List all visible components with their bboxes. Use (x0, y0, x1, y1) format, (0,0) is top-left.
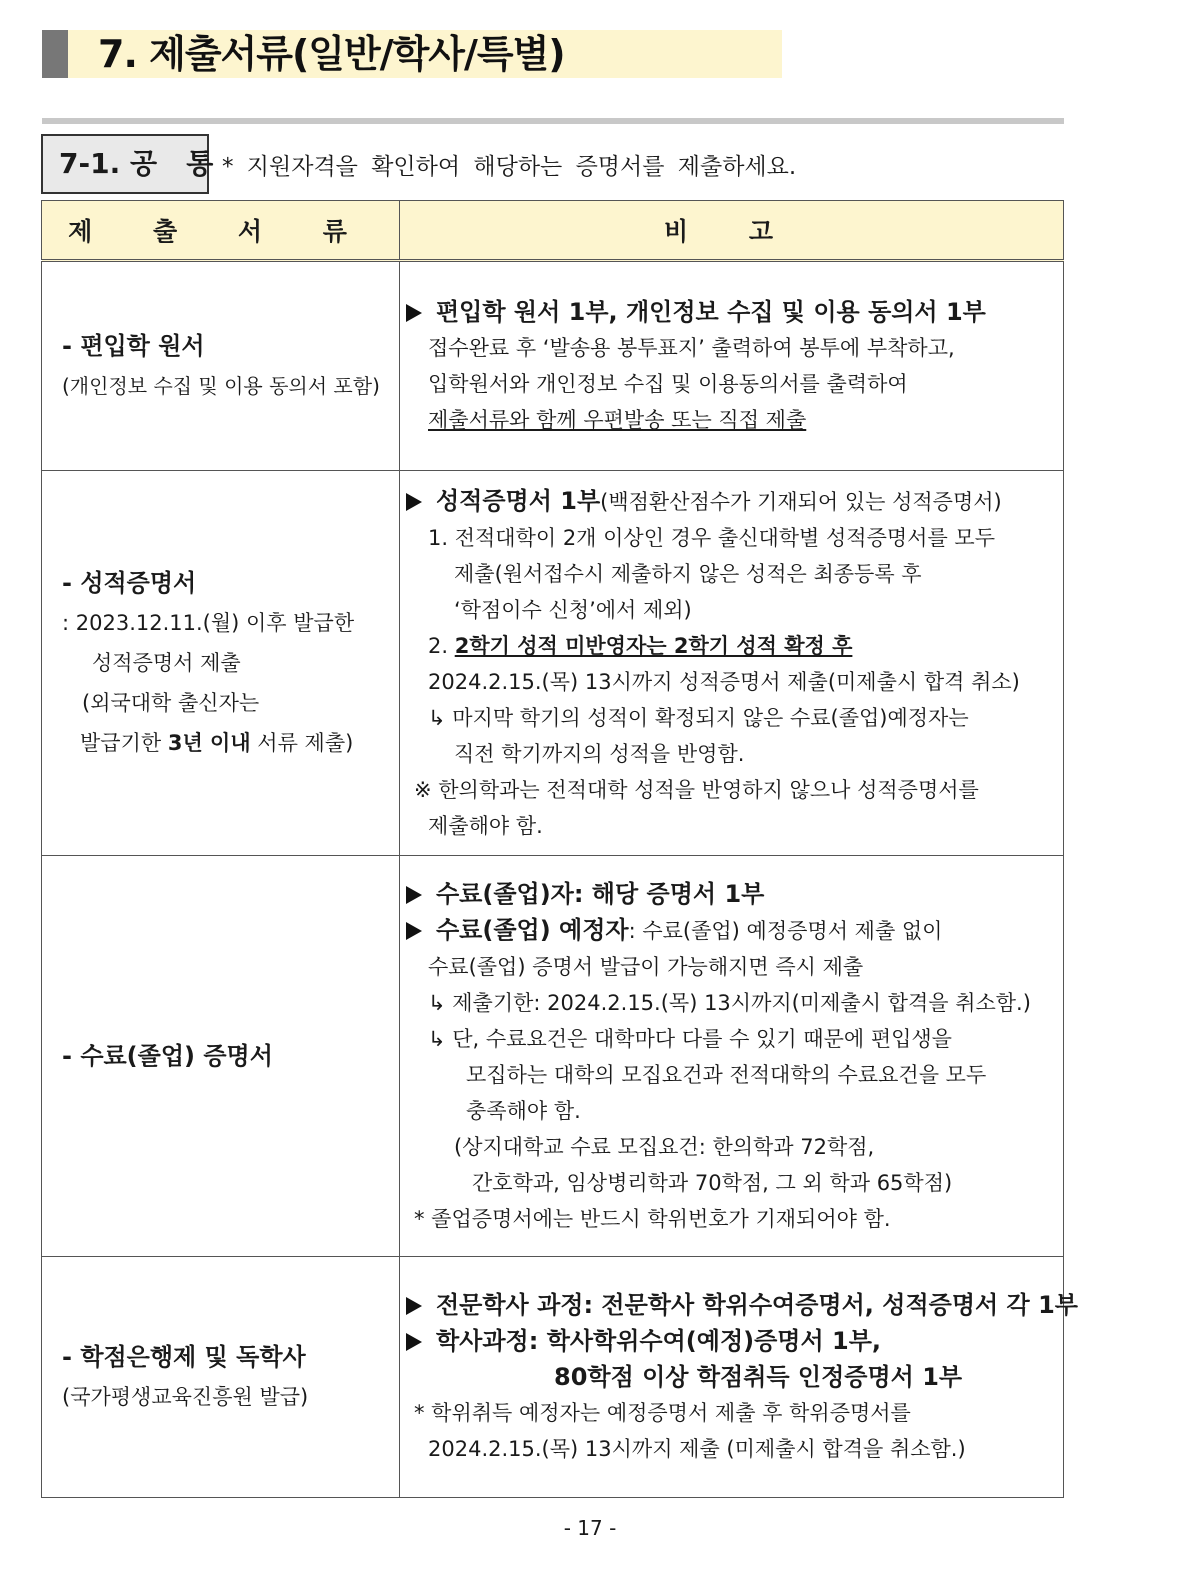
title-marker (42, 30, 68, 78)
page-title: 7. 제출서류(일반/학사/특별) (98, 32, 565, 76)
bullet-triangle-icon (406, 304, 422, 322)
table-row (42, 1257, 1064, 1498)
bullet-triangle-icon (406, 886, 422, 904)
table-row (42, 261, 1064, 471)
header-remarks: 비 고 (400, 201, 1064, 261)
row-application-right: 편입학 원서 1부, 개인정보 수집 및 이용 동의서 1부 접수완료 후 ‘발송용 봉투표지’ 출력하여 봉투에 부착하고, 입학원서와 개인정보 수집 및 이용동의서를 출력하여 제출서류와 함께 우편발송 또는 직접 제출 (400, 261, 1064, 471)
row-completion-right: 수료(졸업)자: 해당 증명서 1부 수료(졸업) 예정자: 수료(졸업) 예정증명서 제출 없이 수료(졸업) 증명서 발급이 가능해지면 즉시 제출 ↳ 제출기한: 2024.2.15.(목) 13시까지(미제출시 합격을 취소함.) ↳ 단, 수료요건은 대학마다 다를 수 있기 때문에 편입생을 모집하는 대학의 모집요건과 전적대학의 수료요건을 모두 충족해야 함. (상지대학교 수료 모집요건: 한의학과 72학점, 간호학과, 임상병리학과 70학점, 그 외 학과 65학점) * 졸업증명서에는 반드시 학위번호가 기재되어야 함. (400, 856, 1064, 1257)
table-header-row (42, 201, 1064, 261)
documents-table (41, 200, 1078, 1498)
row-completion-left: - 수료(졸업) 증명서 (42, 856, 400, 1257)
row-transcript-right: 성적증명서 1부(백점환산점수가 기재되어 있는 성적증명서) 1. 전적대학이 2개 이상인 경우 출신대학별 성적증명서를 모두 제출(원서접수시 제출하지 않은 성적은 최종등록 후 ‘학점이수 신청’에서 제외) 2. 2학기 성적 미반영자는 2학기 성적 확정 후 2024.2.15.(목) 13시까지 성적증명서 제출(미제출시 합격 취소) ↳ 마지막 학기의 성적이 확정되지 않은 수료(졸업)예정자는 직전 학기까지의 성적을 반영함. ※ 한의학과는 전적대학 성적을 반영하지 않으나 성적증명서를 제출해야 함. (400, 471, 1064, 856)
section-note: * 지원자격을 확인하여 해당하는 증명서를 제출하세요. (222, 154, 797, 180)
row-application-left: - 편입학 원서 (개인정보 수집 및 이용 동의서 포함) (42, 261, 400, 471)
table-row (42, 471, 1064, 856)
section-label: 7-1. 공 통 (41, 134, 209, 194)
row-creditbank-right: 전문학사 과정: 전문학사 학위수여증명서, 성적증명서 각 1부 학사과정: 학사학위수여(예정)증명서 1부, 80학점 이상 학점취득 인정증명서 1부 * 학위취득 예정자는 예정증명서 제출 후 학위증명서를 2024.2.15.(목) 13시까지 제출 (미제출시 합격을 취소함.) (400, 1257, 1064, 1498)
bullet-triangle-icon (406, 1297, 422, 1315)
title-rule (42, 118, 1064, 124)
row-transcript-left: - 성적증명서 : 2023.12.11.(월) 이후 발급한 성적증명서 제출 (외국대학 출신자는 발급기한 3년 이내 서류 제출) (42, 471, 400, 856)
table-row (42, 856, 1064, 1257)
bullet-triangle-icon (406, 493, 422, 511)
row-creditbank-left: - 학점은행제 및 독학사 (국가평생교육진흥원 발급) (42, 1257, 400, 1498)
bullet-triangle-icon (406, 922, 422, 940)
page-number: - 17 - (563, 1516, 617, 1540)
header-documents: 제 출 서 류 (42, 201, 400, 261)
bullet-triangle-icon (406, 1333, 422, 1351)
